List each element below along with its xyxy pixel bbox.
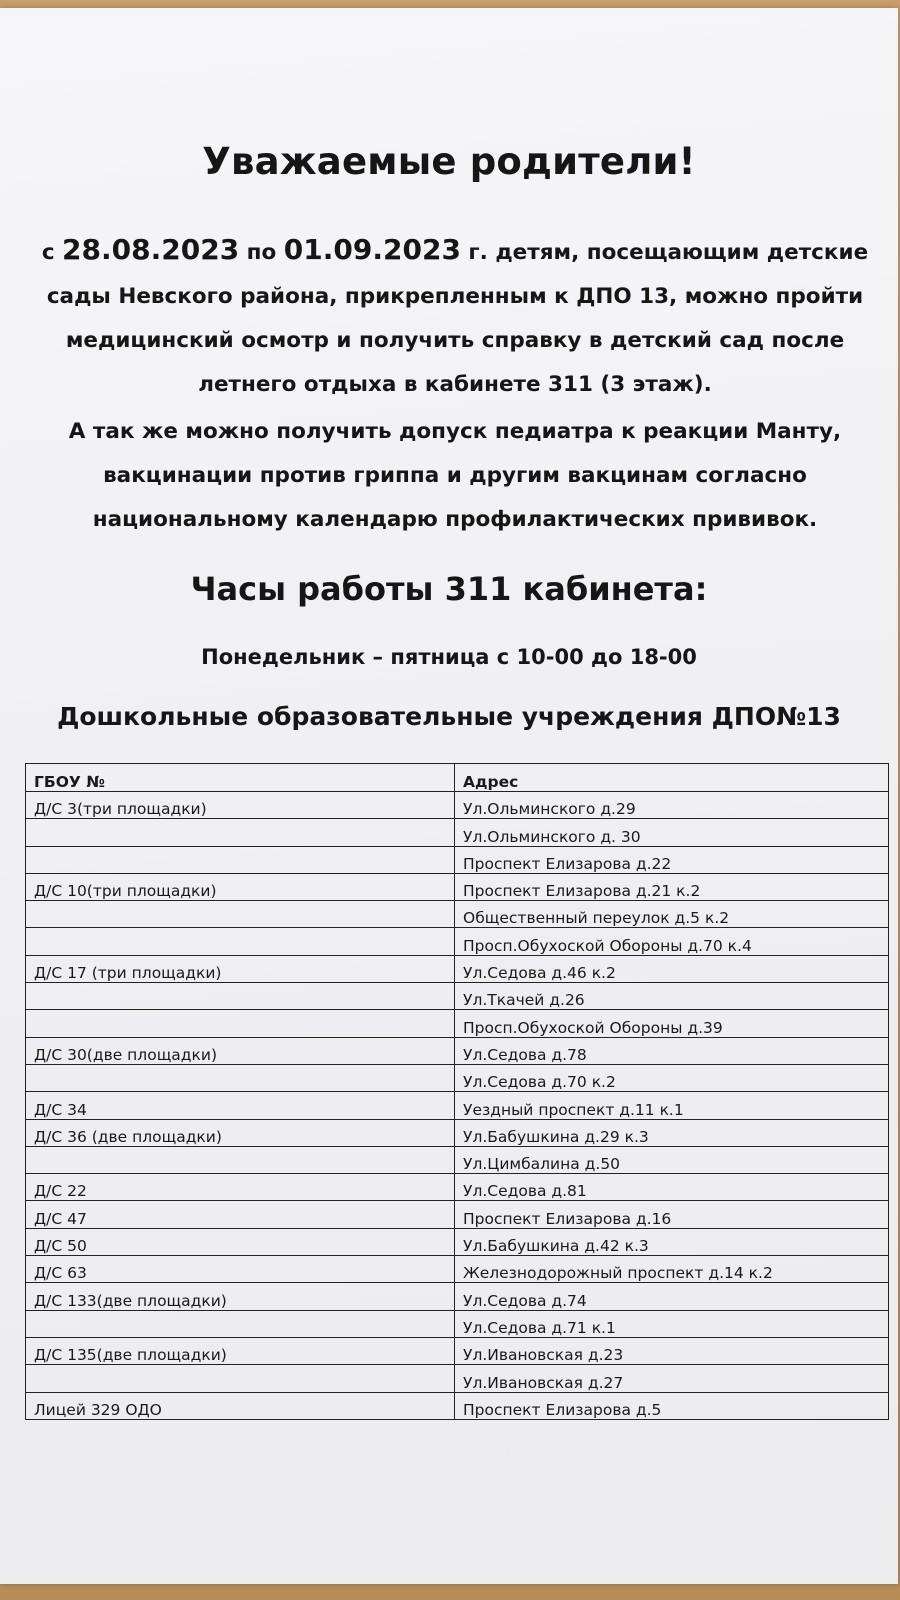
table-row — [26, 819, 889, 846]
paper-sheet — [0, 8, 898, 1584]
table-row — [26, 1037, 889, 1064]
address-cell: Ул.Бабушкина д.29 к.3 — [455, 1119, 889, 1146]
address-cell: Проспект Елизарова д.22 — [455, 846, 889, 873]
address-cell: Ул.Седова д.46 к.2 — [455, 955, 889, 982]
table-row — [26, 846, 889, 873]
address-cell: Ул.Седова д.74 — [455, 1283, 889, 1310]
table-row — [26, 1174, 889, 1201]
intro-date-from: 28.08.2023 — [62, 233, 240, 266]
school-cell: Д/С 17 (три площадки) — [26, 955, 455, 982]
school-cell — [26, 1010, 455, 1037]
school-cell — [26, 819, 455, 846]
table-row — [26, 1010, 889, 1037]
address-cell: Ул.Ивановская д.23 — [455, 1337, 889, 1364]
table-row — [26, 1365, 889, 1392]
school-cell: Д/С 63 — [26, 1256, 455, 1283]
address-cell: Ул.Седова д.71 к.1 — [455, 1310, 889, 1337]
table-row — [26, 873, 889, 900]
school-cell: Д/С 36 (две площадки) — [26, 1119, 455, 1146]
intro-mid: по — [239, 240, 284, 265]
address-cell: Просп.Обухоской Обороны д.70 к.4 — [455, 928, 889, 955]
school-cell — [26, 846, 455, 873]
intro-suffix: г. — [460, 240, 488, 265]
school-cell: Д/С 3(три площадки) — [26, 792, 455, 819]
table-row — [26, 928, 889, 955]
school-cell — [26, 928, 455, 955]
table-row — [26, 792, 889, 819]
hours-heading: Часы работы 311 кабинета: — [190, 570, 708, 608]
table-row — [26, 983, 889, 1010]
table-row — [26, 955, 889, 982]
table-row — [26, 1283, 889, 1310]
school-cell — [26, 1310, 455, 1337]
table-row — [26, 1310, 889, 1337]
intro-paragraph — [40, 228, 870, 407]
address-cell: Общественный переулок д.5 к.2 — [455, 901, 889, 928]
header-school: ГБОУ № — [26, 764, 455, 792]
hours-text: Понедельник – пятница с 10-00 до 18-00 — [201, 645, 697, 669]
table-row — [26, 1064, 889, 1091]
institutions-heading: Дошкольные образовательные учреждения ДПО№13 — [57, 702, 841, 731]
table-row — [26, 1092, 889, 1119]
school-cell: Д/С 50 — [26, 1228, 455, 1255]
school-cell: Д/С 22 — [26, 1174, 455, 1201]
vaccination-paragraph: А так же можно получить допуск педиатра к реакции Манту, вакцинации против гриппа и другим вакцинам согласно национальному календарю профилактических прививок. — [68, 419, 842, 532]
address-cell: Проспект Елизарова д.21 к.2 — [455, 873, 889, 900]
header-address: Адрес — [455, 764, 889, 792]
address-cell: Просп.Обухоской Обороны д.39 — [455, 1010, 889, 1037]
address-cell: Проспект Елизарова д.16 — [455, 1201, 889, 1228]
address-cell: Ул.Седова д.70 к.2 — [455, 1064, 889, 1091]
school-cell — [26, 1365, 455, 1392]
school-cell: Д/С 34 — [26, 1092, 455, 1119]
school-cell: Д/С 30(две площадки) — [26, 1037, 455, 1064]
address-cell: Ул.Ольминского д.29 — [455, 792, 889, 819]
school-cell: Д/С 133(две площадки) — [26, 1283, 455, 1310]
school-cell — [26, 901, 455, 928]
intro-prefix: с — [41, 240, 63, 265]
address-cell: Железнодорожный проспект д.14 к.2 — [455, 1256, 889, 1283]
school-cell — [26, 1146, 455, 1173]
address-cell: Ул.Ивановская д.27 — [455, 1365, 889, 1392]
school-cell — [26, 1064, 455, 1091]
school-cell: Д/С 47 — [26, 1201, 455, 1228]
table-row — [26, 1337, 889, 1364]
address-cell: Ул.Бабушкина д.42 к.3 — [455, 1228, 889, 1255]
address-cell: Ул.Цимбалина д.50 — [455, 1146, 889, 1173]
intro-date-to: 01.09.2023 — [283, 233, 461, 266]
table-row — [26, 1119, 889, 1146]
address-cell: Ул.Седова д.78 — [455, 1037, 889, 1064]
table-row — [26, 1201, 889, 1228]
school-cell: Д/С 135(две площадки) — [26, 1337, 455, 1364]
school-cell: Лицей 329 ОДО — [26, 1392, 455, 1419]
address-cell: Уездный проспект д.11 к.1 — [455, 1092, 889, 1119]
page-title: Уважаемые родители! — [202, 140, 696, 183]
school-cell — [26, 983, 455, 1010]
table-row — [26, 1146, 889, 1173]
table-row — [26, 1228, 889, 1255]
table-header-row — [26, 764, 889, 792]
institutions-table — [25, 763, 889, 1420]
address-cell: Ул.Ткачей д.26 — [455, 983, 889, 1010]
address-cell: Ул.Седова д.81 — [455, 1174, 889, 1201]
school-cell: Д/С 10(три площадки) — [26, 873, 455, 900]
table-row — [26, 901, 889, 928]
address-cell: Ул.Ольминского д. 30 — [455, 819, 889, 846]
address-cell: Проспект Елизарова д.5 — [455, 1392, 889, 1419]
intro-text: детям, посещающим детские сады Невского района, прикрепленным к ДПО 13, можно пройти медицинский осмотр и получить справку в детский сад после летнего отдыха в кабинете 311 (3 этаж). — [46, 240, 869, 397]
table-row — [26, 1256, 889, 1283]
table-row — [26, 1392, 889, 1419]
